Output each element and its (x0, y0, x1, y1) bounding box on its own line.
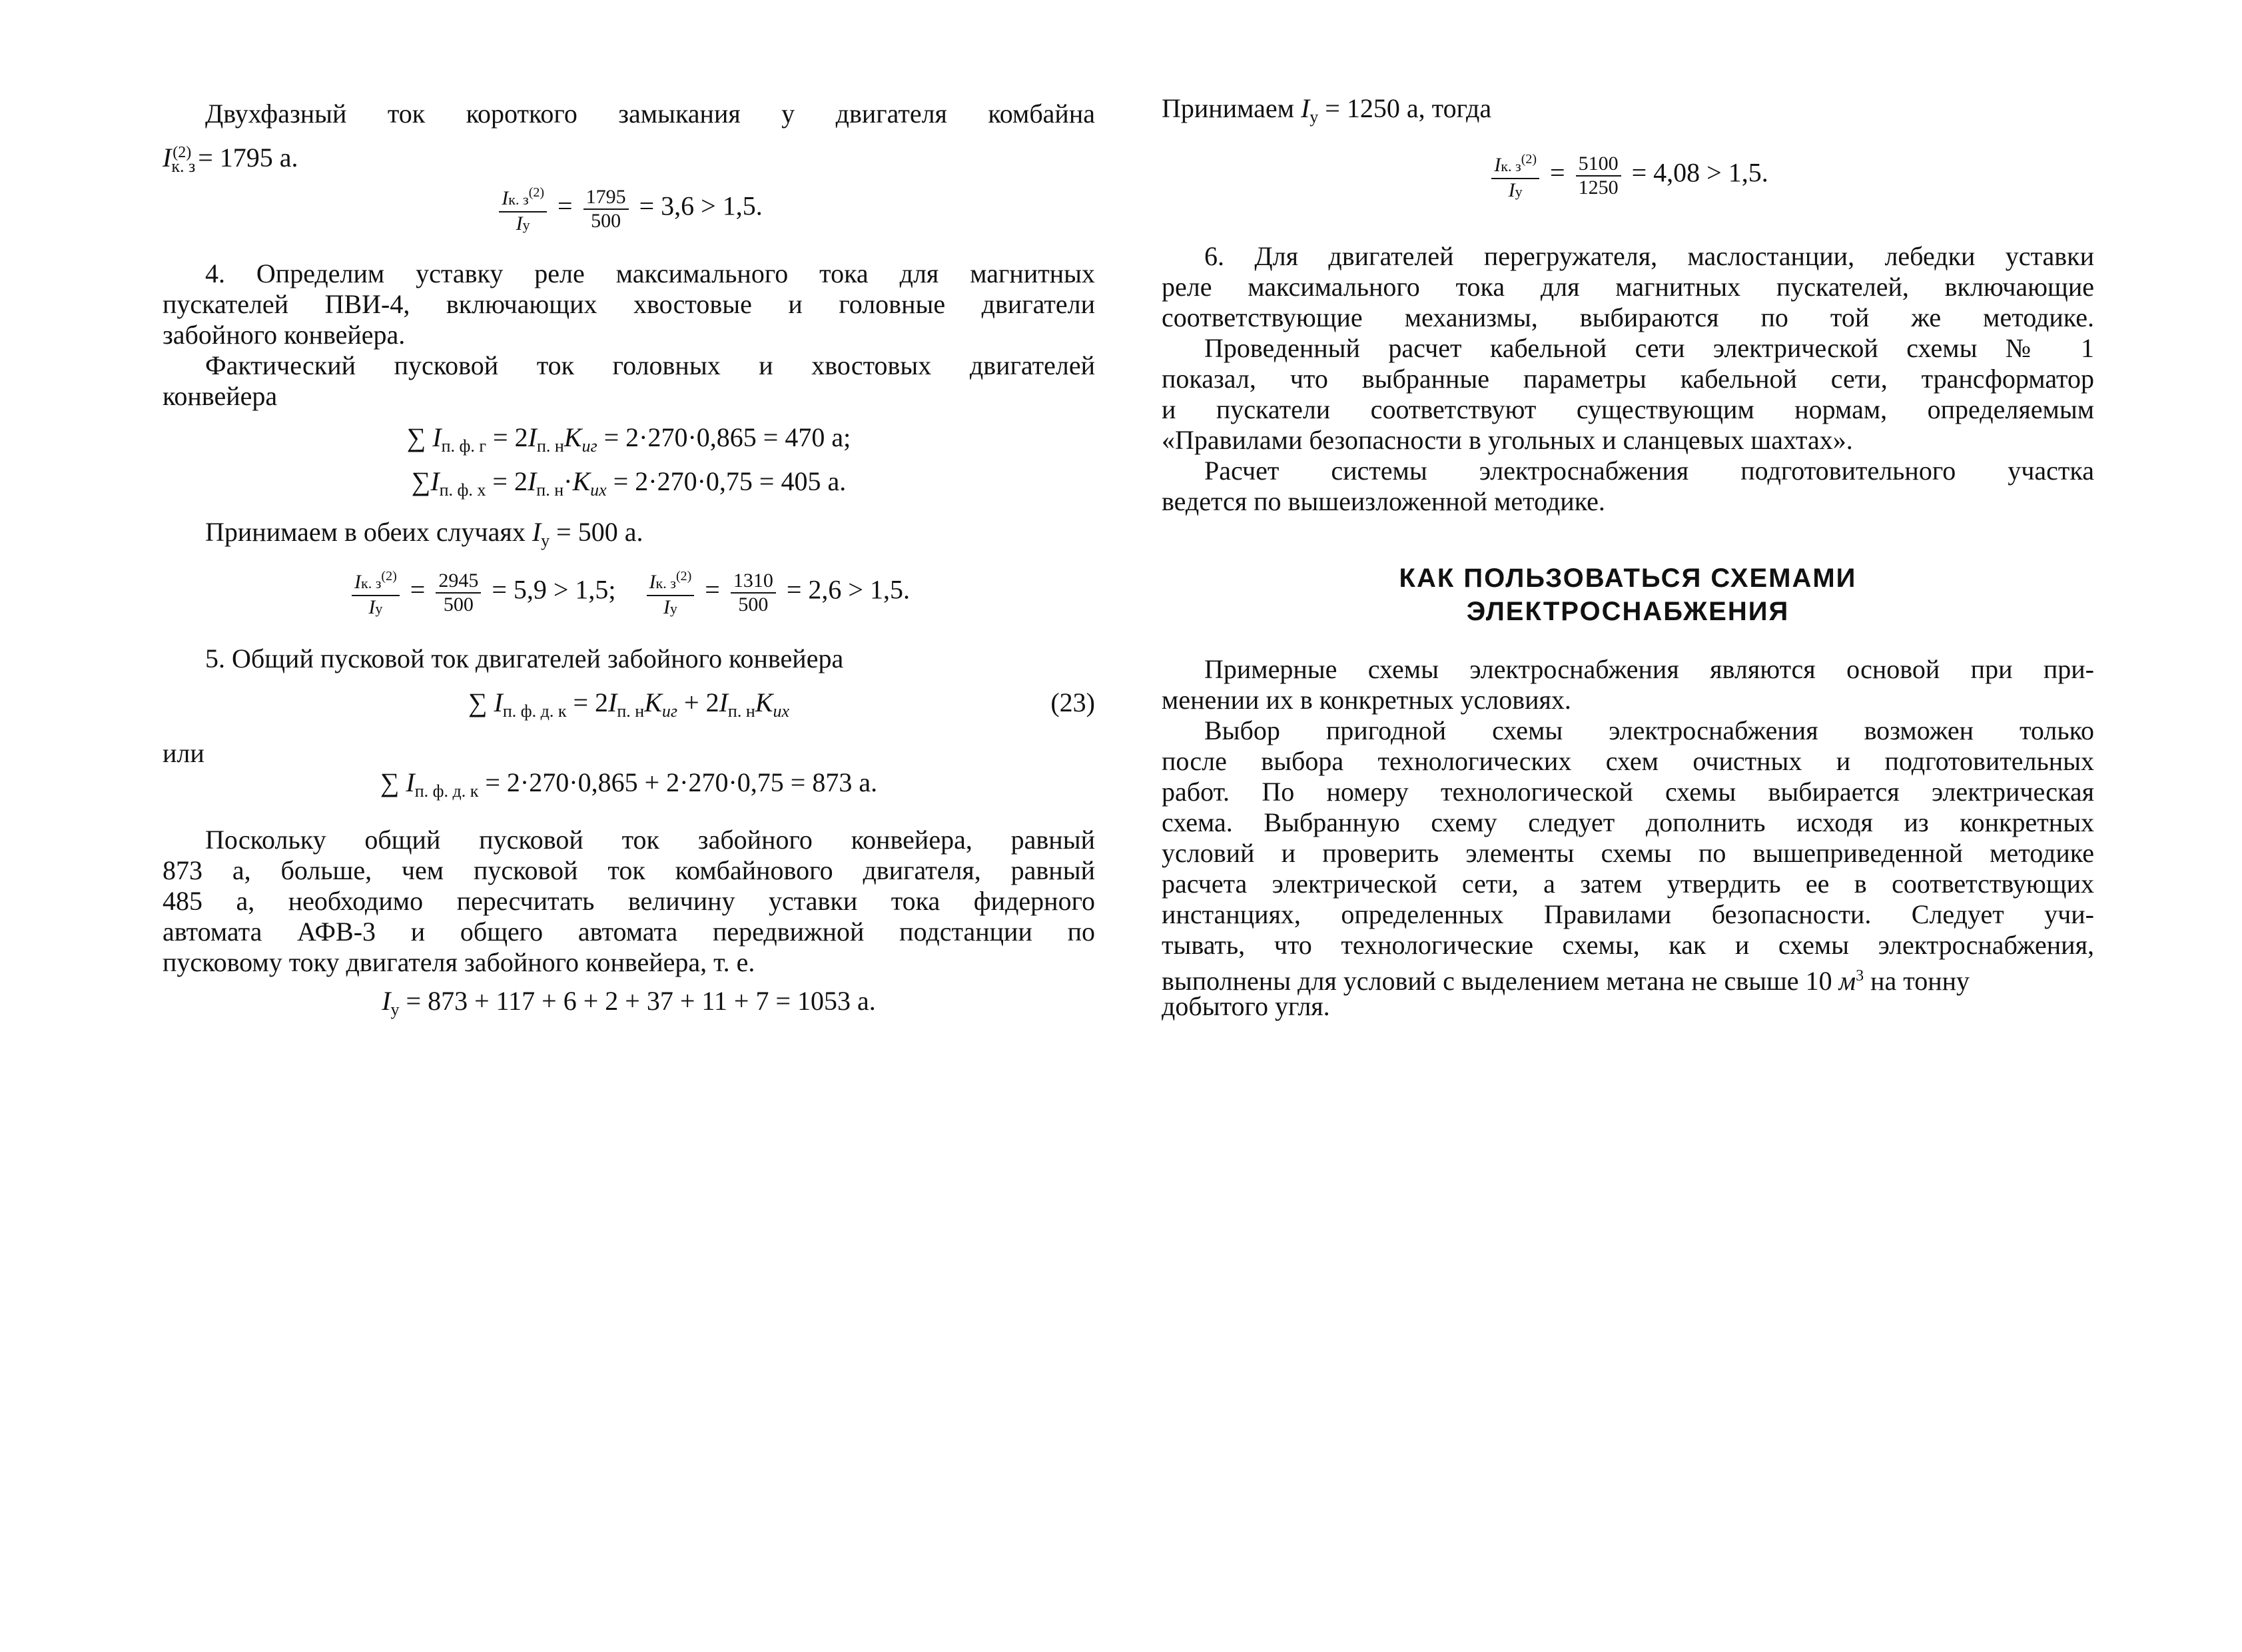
text-line: пусковому току двигателя забойного конвейера, т. е. (163, 947, 755, 977)
section-heading: ЭЛЕКТРОСНАБЖЕНИЯ (1466, 597, 1790, 626)
text-line: и пускатели соответствуют существующим нормам, определяемым (1162, 394, 2094, 424)
numerator: 2945 (436, 570, 481, 594)
text-line: Фактический пусковой ток головных и хвостовых двигателей (205, 350, 1095, 380)
text-line: забойного конвейера. (163, 320, 406, 350)
result: = 2·270·0,75 = 405 а. (613, 466, 847, 496)
result: = 2,6 > 1,5. (786, 574, 910, 605)
denominator: 1250 (1578, 176, 1619, 199)
value: = 500 а. (556, 517, 643, 547)
formula-setting-current: $I_у = 873 + 117 + 6 + 2 + 37 + 11 + 7 = 1053$ а. (382, 986, 876, 1019)
numerator: 1310 (731, 570, 776, 594)
text-line: пускателей ПВИ-4, включающих хвостовые и головные двигатели (163, 289, 1095, 319)
result: = 5,9 > 1,5; (492, 574, 616, 605)
numerator: 5100 (1576, 153, 1621, 177)
text-line: показал, что выбранные параметры кабельной сети, трансформатор (1162, 364, 2094, 394)
text: Принимаем (1162, 93, 1294, 123)
numerator: 1795 (583, 186, 629, 210)
text-line: 873 а, больше, чем пусковой ток комбайнового двигателя, равный (163, 855, 1095, 885)
formula-sum-head: ∑ $I_{п. ф. г} = 2I_{п. н}K_{иг} = 2\cdot 270\cdot 0,865 = 470$ а; (406, 422, 851, 456)
denominator: 500 (591, 209, 621, 232)
text-line: Расчет системы электроснабжения подготовительного участка (1204, 456, 2094, 486)
text-line: автомата АФВ-3 и общего автомата передвижной подстанции по (163, 917, 1095, 947)
result: = 2·270·0,865 = 470 а; (603, 422, 851, 452)
formula-total-start-current: ∑ $I_{п. ф. д. к} = 2I_{п. н}K_{иг} + 2I_{п. н}K_{их}$ (23) (468, 687, 1095, 721)
text-line: «Правилами безопасности в угольных и сланцевых шахтах». (1162, 425, 1853, 455)
text-line: Проведенный расчет кабельной сети электрической схемы № 1 (1204, 333, 2094, 363)
text-line: работ. По номеру технологической схемы выбирается электрическая (1162, 777, 2094, 807)
result: = 4,08 > 1,5. (1631, 157, 1768, 188)
formula-line: $I_{к. з}^{(2)} = 1795$ а. (163, 143, 298, 176)
formula-ratio-3: $\frac{Iк. з^{(2)}}{Iу}$ = $\frac{5100}{1250}$ = 4,08 > 1,5. (1162, 148, 2094, 201)
text-line: 485 а, необходимо пересчитать величину уставки тока фидерного (163, 886, 1095, 916)
formula-ratio-1: $\frac{Iк. з^{(2)}}{Iу}$ = $\frac{1795}{500}$ = 3,6 > 1,5. (163, 181, 1095, 234)
formula-total-value: ∑ $I_{п. ф. д. к} = 2\cdot 270\cdot 0,865 + 2\cdot 270\cdot 0,75 = 873$ а. (380, 767, 878, 801)
result: = 2·270·0,865 + 2·270·0,75 = 873 а. (485, 767, 878, 797)
formula-ratio-2: $\frac{Iк. з^{(2)}}{Iу}$ = $\frac{2945}{500}$ = 5,9 > 1,5; $\frac{Iк. з^{(2)}}{Iу}$ = $\frac{1310}{500}$ = 2,6 > 1,5. (163, 565, 1095, 618)
text: на тонну (1870, 966, 1970, 996)
text-line: соответствующие механизмы, выбираются по той же методике. (1162, 302, 2094, 332)
formula-sum-tail: $\sum I_{п. ф. х} = 2I_{п. н}\cdot K_{их} = 2\cdot 270\cdot 0,75 = 405$ а. (411, 466, 847, 500)
text: выполнены для условий с выделением метана не свыше 10 (1162, 966, 1832, 996)
text-line: условий и проверить элементы схемы по вышеприведенной методике (1162, 838, 2094, 868)
text-line: инстанциях, определенных Правилами безопасности. Следует учи- (1162, 899, 2094, 929)
text-line: Принимаем в обеих случаях $I_у = 500$ а. (205, 517, 643, 550)
text-line: ведется по вышеизложенной методике. (1162, 486, 1605, 516)
text-line: после выбора технологических схем очистных и подготовительных (1162, 746, 2094, 776)
denominator: 500 (443, 593, 474, 616)
text-line: реле максимального тока для магнитных пускателей, включающие (1162, 272, 2094, 302)
text-line: Примерные схемы электроснабжения являются основой при при- (1204, 654, 2094, 684)
text-line: Двухфазный ток короткого замыкания у двигателя комбайна (205, 99, 1095, 129)
text-line: Принимаем $I_у = 1250$ а, тогда (1162, 93, 1492, 127)
text: Принимаем в обеих случаях (205, 517, 526, 547)
text-line: схема. Выбранную схему следует дополнить исходя из конкретных (1162, 807, 2094, 837)
text-line: добытого угля. (1162, 991, 1330, 1021)
text-line: менении их в конкретных условиях. (1162, 685, 1571, 715)
equation-number: (23) (1050, 687, 1095, 717)
text-line: выполнены для условий с выделением метана не свыше 10 $м^3$ на тонну (1162, 966, 1970, 996)
denominator: 500 (738, 593, 769, 616)
text-line: 5. Общий пусковой ток двигателей забойного конвейера (205, 643, 844, 673)
result: = 873 + 117 + 6 + 2 + 37 + 11 + 7 = 1053 а. (406, 986, 876, 1016)
text-line: 6. Для двигателей перегружателя, маслостанции, лебедки уставки (1204, 241, 2094, 271)
text-line: или (163, 738, 204, 768)
value: = 1795 а. (198, 143, 298, 173)
text-line: Поскольку общий пусковой ток забойного конвейера, равный (205, 825, 1095, 855)
section-heading: КАК ПОЛЬЗОВАТЬСЯ СХЕМАМИ (1399, 564, 1857, 593)
text-line: тывать, что технологические схемы, как и схемы электроснабжения, (1162, 930, 2094, 960)
text-line: Выбор пригодной схемы электроснабжения возможен только (1204, 715, 2094, 745)
value: = 1250 а, тогда (1325, 93, 1492, 123)
result: = 3,6 > 1,5. (639, 191, 763, 221)
text-line: 4. Определим уставку реле максимального тока для магнитных (205, 258, 1095, 288)
text-line: расчета электрической сети, а затем утвердить ее в соответствующих (1162, 869, 2094, 899)
text-line: конвейера (163, 381, 278, 411)
